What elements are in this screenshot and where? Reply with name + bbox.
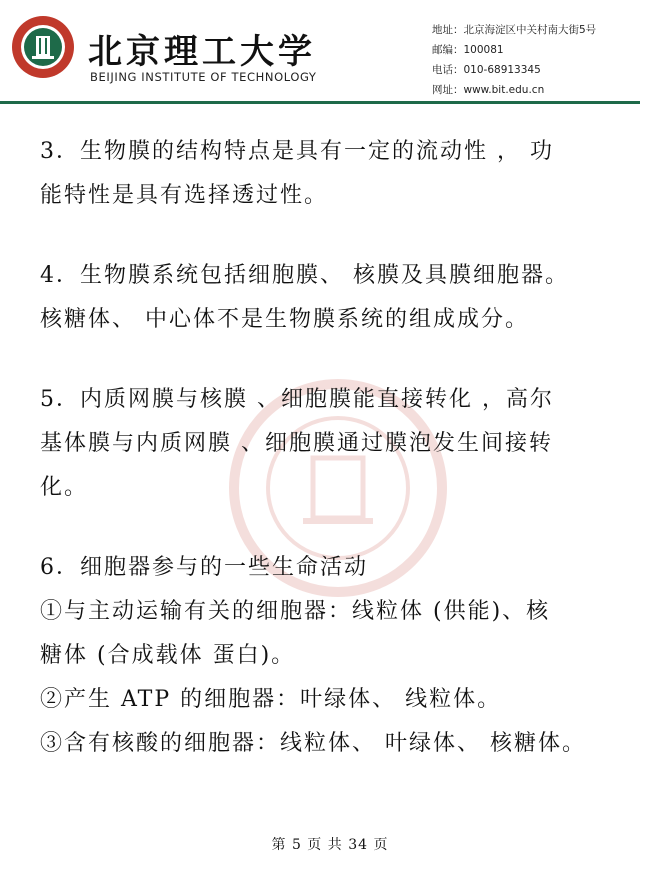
university-name-en: BEIJING INSTITUTE OF TECHNOLOGY (90, 70, 317, 84)
text-line: ③含有核酸的细胞器：线粒体、 叶绿体、 核糖体。 (40, 731, 586, 756)
letterhead (0, 0, 660, 104)
text-line: 糖体 (合成载体 蛋白)。 (40, 643, 296, 668)
paragraph-4 (40, 254, 640, 342)
text-line: ①与主动运输有关的细胞器：线粒体 (供能)、核 (40, 599, 551, 624)
website-text: 网址：www.bit.edu.cn (432, 84, 545, 96)
phone-text: 电话：010-68913345 (432, 64, 541, 76)
text-line: 基体膜与内质网膜 、细胞膜通过膜泡发生间接转 (40, 431, 553, 456)
text-line: 化。 (40, 475, 89, 500)
paragraph-5 (40, 378, 640, 510)
text-line: 6．细胞器参与的一些生命活动 (40, 555, 368, 580)
text-line: ②产生 ATP 的细胞器：叶绿体、 线粒体。 (40, 687, 502, 712)
page-number: 第 5 页 共 34 页 (271, 837, 389, 853)
text-line: 5．内质网膜与核膜 、细胞膜能直接转化 ，高尔 (40, 387, 554, 412)
address-text: 地址：北京海淀区中关村南大街5号 (432, 24, 597, 36)
contact-block (432, 20, 596, 100)
paragraph-3 (40, 130, 640, 218)
text-line: 3．生物膜的结构特点是具有一定的流动性 ， 功 (40, 139, 554, 164)
postcode-text: 邮编：100081 (432, 44, 504, 56)
university-name-cn: 北京理工大学 (88, 32, 316, 72)
text-line: 4．生物膜系统包括细胞膜、 核膜及具膜细胞器。 (40, 263, 569, 288)
text-line: 核糖体、 中心体不是生物膜系统的组成成分。 (40, 307, 529, 332)
text-line: 能特性是具有选择透过性。 (40, 183, 329, 208)
paragraph-6 (40, 546, 640, 766)
header-divider (0, 101, 640, 104)
university-emblem-icon (10, 14, 76, 80)
document-body (40, 130, 640, 766)
